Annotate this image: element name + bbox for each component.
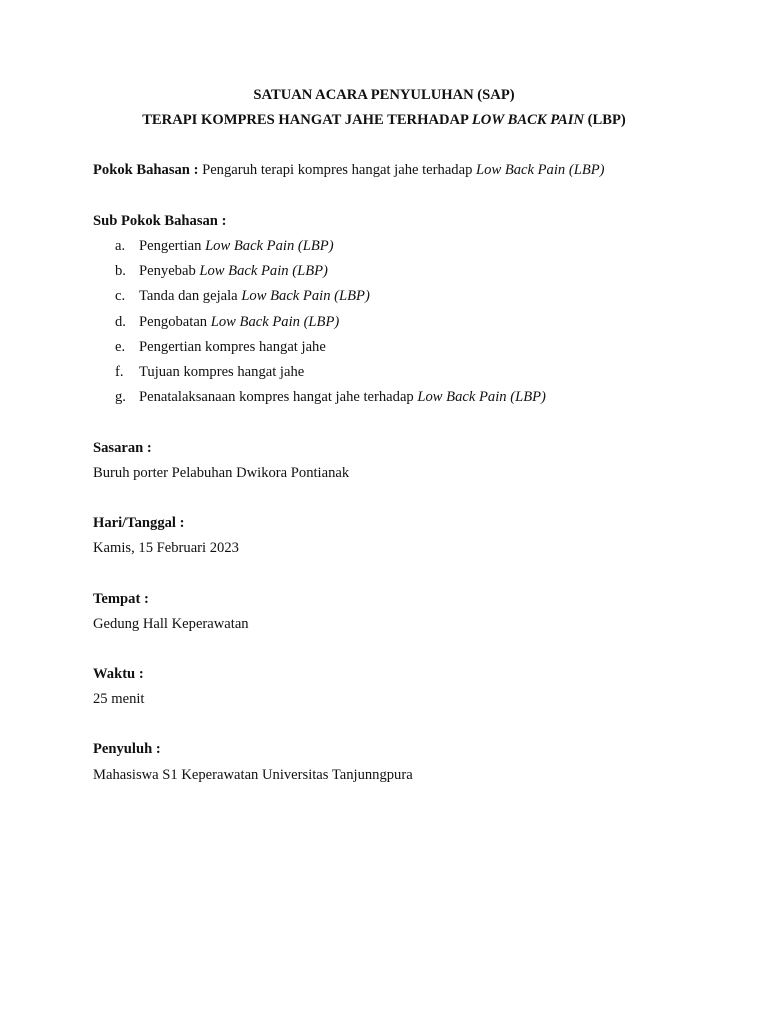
sasaran-label: Sasaran :	[93, 440, 152, 456]
list-item-text: Pengertian kompres hangat jahe	[139, 339, 326, 355]
document-title: SATUAN ACARA PENYULUHAN (SAP)	[253, 87, 515, 103]
list-item	[115, 288, 370, 305]
list-marker: b.	[115, 263, 126, 279]
pokok-bahasan-line	[93, 162, 605, 179]
list-item-text: Tujuan kompres hangat jahe	[139, 364, 305, 380]
waktu-label: Waktu :	[93, 666, 144, 682]
subtitle-italic: LOW BACK PAIN	[471, 112, 585, 128]
list-marker: f.	[115, 364, 124, 380]
list-item-text: Pengobatan	[139, 314, 211, 330]
hari-tanggal-value: Kamis, 15 Februari 2023	[93, 540, 239, 556]
subtitle-suffix: (LBP)	[584, 112, 626, 128]
tempat-value: Gedung Hall Keperawatan	[93, 616, 249, 632]
list-item-italic: Low Back Pain (LBP)	[199, 263, 328, 279]
tempat-label: Tempat :	[93, 591, 149, 607]
waktu-value: 25 menit	[93, 691, 145, 707]
list-item	[115, 389, 546, 406]
list-marker: d.	[115, 314, 126, 330]
list-item	[115, 238, 334, 255]
pokok-bahasan-text: Pengaruh terapi kompres hangat jahe terhadap	[198, 162, 477, 178]
penyuluh-label: Penyuluh :	[93, 741, 161, 757]
list-item-italic: Low Back Pain (LBP)	[205, 238, 334, 254]
list-item-italic: Low Back Pain (LBP)	[241, 288, 370, 304]
list-marker: e.	[115, 339, 126, 355]
list-item	[115, 314, 339, 331]
list-item-text: Pengertian	[139, 238, 206, 254]
list-marker: a.	[115, 238, 126, 254]
list-item-italic: Low Back Pain (LBP)	[210, 314, 340, 330]
list-item	[115, 364, 304, 381]
list-marker: g.	[115, 389, 126, 405]
sasaran-value: Buruh porter Pelabuhan Dwikora Pontianak	[93, 465, 350, 481]
penyuluh-value: Mahasiswa S1 Keperawatan Universitas Tanjunngpura	[93, 767, 413, 783]
list-item-text: Penyebab	[139, 263, 200, 279]
hari-tanggal-label: Hari/Tanggal :	[93, 515, 185, 531]
list-item	[115, 263, 328, 280]
list-item	[115, 339, 326, 356]
sub-pokok-bahasan-label: Sub Pokok Bahasan :	[93, 213, 227, 229]
pokok-bahasan-italic: Low Back Pain (LBP)	[476, 162, 605, 178]
list-marker: c.	[115, 288, 126, 304]
pokok-bahasan-label: Pokok Bahasan :	[93, 162, 199, 178]
document-subtitle	[0, 112, 768, 129]
list-item-text: Penatalaksanaan kompres hangat jahe terhadap	[139, 389, 418, 405]
list-item-italic: Low Back Pain (LBP)	[417, 389, 546, 405]
list-item-text: Tanda dan gejala	[139, 288, 242, 304]
subtitle-prefix: TERAPI KOMPRES HANGAT JAHE TERHADAP	[142, 112, 472, 128]
